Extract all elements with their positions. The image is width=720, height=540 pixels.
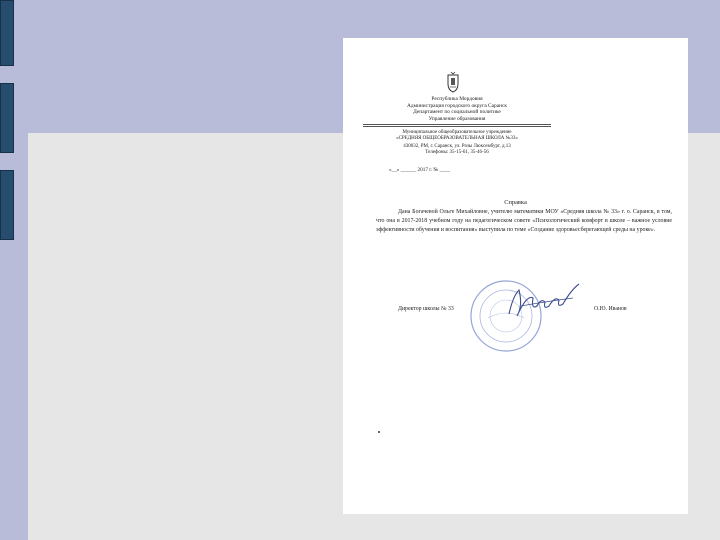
address-line: 430032, РМ, г. Саранск, ул. Розы Люксембург, д.13	[403, 144, 511, 149]
signer-position: Директор школы № 33	[398, 306, 454, 312]
scan-speck	[378, 431, 380, 433]
date-number-line: «__» ______ 2017 г. № ____	[389, 167, 450, 173]
side-decor-bar	[0, 170, 14, 240]
phone-line: Телефоны: 35-15-61, 35-46-56	[425, 150, 489, 156]
school-address	[363, 144, 551, 157]
document-title: Справка	[504, 199, 527, 206]
document-body: Дана Богачевой Ольге Михайловне, учителю математики МОУ «Средняя школа № 33» г. о. Саранск, в том, что она в 2017-2018 учебном году на педагогическом совете «Психологический комфорт в школе – важное условие эффективности обучения и воспитания» выступила по теме «Создание здоровьесберегающей среды на уроке».	[376, 209, 672, 234]
side-decor-bar	[0, 83, 14, 153]
scanned-document	[343, 38, 688, 514]
header-divider	[363, 124, 551, 125]
header-line: Администрация городского округа Саранск	[406, 102, 508, 109]
side-decor-bar	[0, 0, 14, 66]
header-line: Департамент по социальной политике	[413, 109, 501, 115]
header-line: Управление образования	[428, 115, 486, 122]
signer-name: О.Ю. Иванов	[594, 306, 627, 312]
coat-of-arms-icon	[445, 71, 461, 93]
header-line: Республика Мордовия	[431, 96, 483, 102]
left-band	[0, 0, 28, 540]
director-signature-icon	[503, 276, 585, 324]
school-line: «СРЕДНЯЯ ОБЩЕОБРАЗОВАТЕЛЬНАЯ ШКОЛА №33»	[396, 136, 518, 142]
school-name	[363, 130, 551, 142]
school-line: Муниципальное общеобразовательное учреждение	[402, 130, 512, 135]
header-divider	[363, 126, 551, 127]
